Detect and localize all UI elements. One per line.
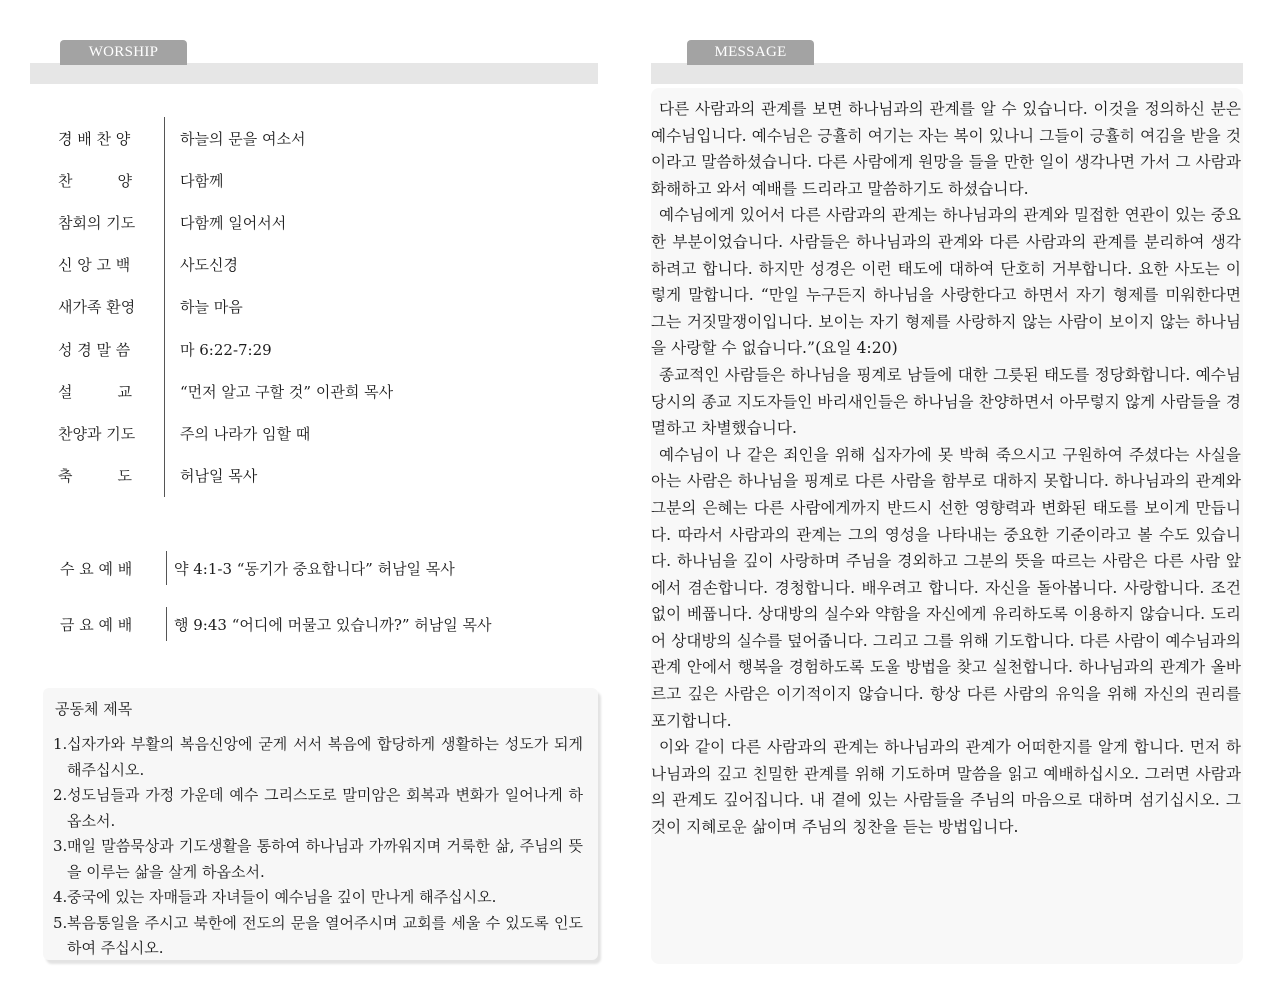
order-value: 하늘의 문을 여소서 — [180, 129, 306, 148]
worship-order-row — [30, 159, 598, 201]
order-label: 경 배 찬 양 — [58, 129, 131, 148]
order-value: 다함께 일어서서 — [180, 213, 287, 232]
prayer-item-number: 4. — [53, 888, 68, 906]
worship-order-row — [30, 117, 598, 159]
prayer-item-text: 중국에 있는 자매들과 자녀들이 예수님을 깊이 만나게 해주십시오. — [67, 888, 497, 906]
wednesday-service-row — [30, 551, 455, 585]
prayer-item — [53, 885, 583, 911]
prayer-item-number: 1. — [53, 735, 68, 753]
worship-order-row — [30, 455, 598, 497]
prayer-item-number: 2. — [53, 786, 68, 804]
friday-service-row — [30, 607, 492, 641]
message-box — [651, 88, 1243, 964]
message-header — [651, 38, 1243, 84]
message-paragraph: 종교적인 사람들은 하나님을 핑계로 남들에 대한 그릇된 태도를 정당화합니다. 예수님 당시의 종교 지도자들인 바리새인들은 하나님을 찬양하면서 아무렇지 않게 사람들을 경멸하고 차별했습니다. — [651, 365, 1241, 438]
prayer-item-text: 복음통일을 주시고 북한에 전도의 문을 열어주시며 교회를 세울 수 있도록 인도하여 주십시오. — [67, 913, 583, 957]
prayer-item-text: 성도님들과 가정 가운데 예수 그리스도로 말미암은 회복과 변화가 일어나게 하옵소서. — [67, 786, 583, 830]
prayer-item — [53, 834, 583, 885]
order-label: 참회의 기도 — [58, 213, 136, 232]
prayer-item-number: 5. — [53, 913, 68, 932]
worship-header — [30, 38, 598, 84]
prayer-requests-list — [53, 732, 583, 962]
message-header-bar — [651, 63, 1243, 84]
friday-service-value: 행 9:43 “어디에 머물고 있습니까?” 허남일 목사 — [174, 615, 492, 634]
worship-order-row — [30, 201, 598, 243]
message-section — [651, 38, 1243, 837]
order-value: 하늘 마음 — [180, 298, 243, 317]
worship-header-bar — [30, 63, 598, 84]
worship-order-row — [30, 370, 598, 412]
order-label: 성 경 말 씀 — [58, 340, 131, 359]
order-label: 축 도 — [58, 467, 132, 486]
worship-section — [30, 38, 598, 957]
worship-order-list — [30, 117, 598, 497]
prayer-item-number: 3. — [53, 837, 68, 855]
worship-order-divider — [164, 117, 165, 497]
wednesday-service-divider — [166, 551, 167, 585]
wednesday-service-value: 약 4:1-3 “동기가 중요합니다” 허남일 목사 — [174, 559, 455, 578]
order-label: 찬양과 기도 — [58, 424, 136, 443]
prayer-item-text: 십자가와 부활의 복음신앙에 굳게 서서 복음에 합당하게 생활하는 성도가 되게 해주십시오. — [67, 735, 583, 779]
message-paragraph: 예수님이 나 같은 죄인을 위해 십자가에 못 박혀 죽으시고 구원하여 주셨다는 사실을 아는 사람은 하나님을 핑계로 다른 사람을 함부로 대하지 못합니다. 하나님과의 관계와 그분의 은혜는 다른 사람에게까지 반드시 선한 영향력과 변화된 태도를 보이게 만듭니다. 따라서 사람과의 관계는 그의 영성을 나타내는 중요한 기준이라고 볼 수도 있습니다. 하나님을 깊이 사랑하며 주님을 경외하고 그분의 뜻을 따르는 사람은 다른 사람 앞에서 겸손합니다. 경청합니다. 배우려고 합니다. 자신을 돌아봅니다. 사랑합니다. 조건없이 베풉니다. 상대방의 실수와 약함을 자신에게 유리하도록 이용하지 않습니다. 도리어 상대방의 실수를 덮어줍니다. 그리고 그를 위해 기도합니다. 다른 사람이 예수님과의 관계 안에서 행복을 경험하도록 도울 방법을 찾고 실천합니다. 하나님과의 관계가 올바르고 깊은 사람은 이기적이지 않습니다. 항상 다른 사람의 유익을 위해 자신의 권리를 포기합니다. — [651, 445, 1241, 730]
prayer-requests-title: 공동체 제목 — [55, 700, 133, 718]
order-label: 설 교 — [58, 382, 132, 401]
message-paragraph: 예수님에게 있어서 다른 사람과의 관계는 하나님과의 관계와 밀접한 연관이 있는 중요한 부분이었습니다. 사람들은 하나님과의 관계와 다른 사람과의 관계를 분리하여 생각하려고 합니다. 하지만 성경은 이런 태도에 대하여 단호히 거부합니다. 요한 사도는 이렇게 말합니다. “만일 누구든지 하나님을 사랑한다고 하면서 자기 형제를 미워한다면 그는 거짓말쟁이입니다. 보이는 자기 형제를 사랑하지 않는 사람이 보이지 않는 하나님을 사랑할 수 없습니다.”(요일 4:20) — [651, 206, 1241, 358]
worship-tab: WORSHIP — [60, 40, 187, 65]
order-label: 신 앙 고 백 — [58, 256, 131, 275]
prayer-item — [53, 911, 583, 962]
order-value: 다함께 — [180, 171, 224, 190]
message-paragraph: 이와 같이 다른 사람과의 관계는 하나님과의 관계가 어떠한지를 알게 합니다. 먼저 하나님과의 깊고 친밀한 관계를 위해 기도하며 말씀을 읽고 예배하십시오. 그러면 사람과의 관계도 깊어집니다. 내 곁에 있는 사람들을 주님의 마음으로 대하며 섬기십시오. 그것이 지혜로운 삶이며 주님의 칭찬을 듣는 방법입니다. — [651, 738, 1241, 837]
order-value: “먼저 알고 구할 것” 이관희 목사 — [180, 382, 394, 401]
message-body — [651, 96, 1241, 841]
prayer-item — [53, 732, 583, 783]
worship-order-row — [30, 412, 598, 454]
order-value: 마 6:22-7:29 — [180, 340, 272, 359]
worship-order-row — [30, 328, 598, 370]
order-value: 주의 나라가 임할 때 — [180, 424, 311, 443]
prayer-requests-box — [43, 688, 598, 960]
wednesday-service-label: 수 요 예 배 — [60, 559, 133, 578]
worship-order-row — [30, 244, 598, 286]
order-label: 새가족 환영 — [58, 298, 136, 317]
friday-service-label: 금 요 예 배 — [60, 615, 133, 634]
order-value: 허남일 목사 — [180, 467, 258, 486]
prayer-item-text: 매일 말씀묵상과 기도생활을 통하여 하나님과 가까워지며 거룩한 삶, 주님의 뜻을 이루는 삶을 살게 하옵소서. — [67, 837, 583, 881]
prayer-item — [53, 783, 583, 834]
worship-order-row — [30, 286, 598, 328]
message-tab: MESSAGE — [687, 40, 814, 65]
friday-service-divider — [166, 607, 167, 641]
message-paragraph: 다른 사람과의 관계를 보면 하나님과의 관계를 알 수 있습니다. 이것을 정의하신 분은 예수님입니다. 예수님은 긍휼히 여기는 자는 복이 있나니 그들이 긍휼히 여김을 받을 것이라고 말씀하셨습니다. 다른 사람에게 원망을 들을 만한 일이 생각나면 가서 그 사람과 화해하고 와서 예배를 드리라고 말씀하기도 하셨습니다. — [651, 100, 1241, 198]
order-value: 사도신경 — [180, 256, 238, 275]
order-label: 찬 양 — [58, 171, 132, 190]
